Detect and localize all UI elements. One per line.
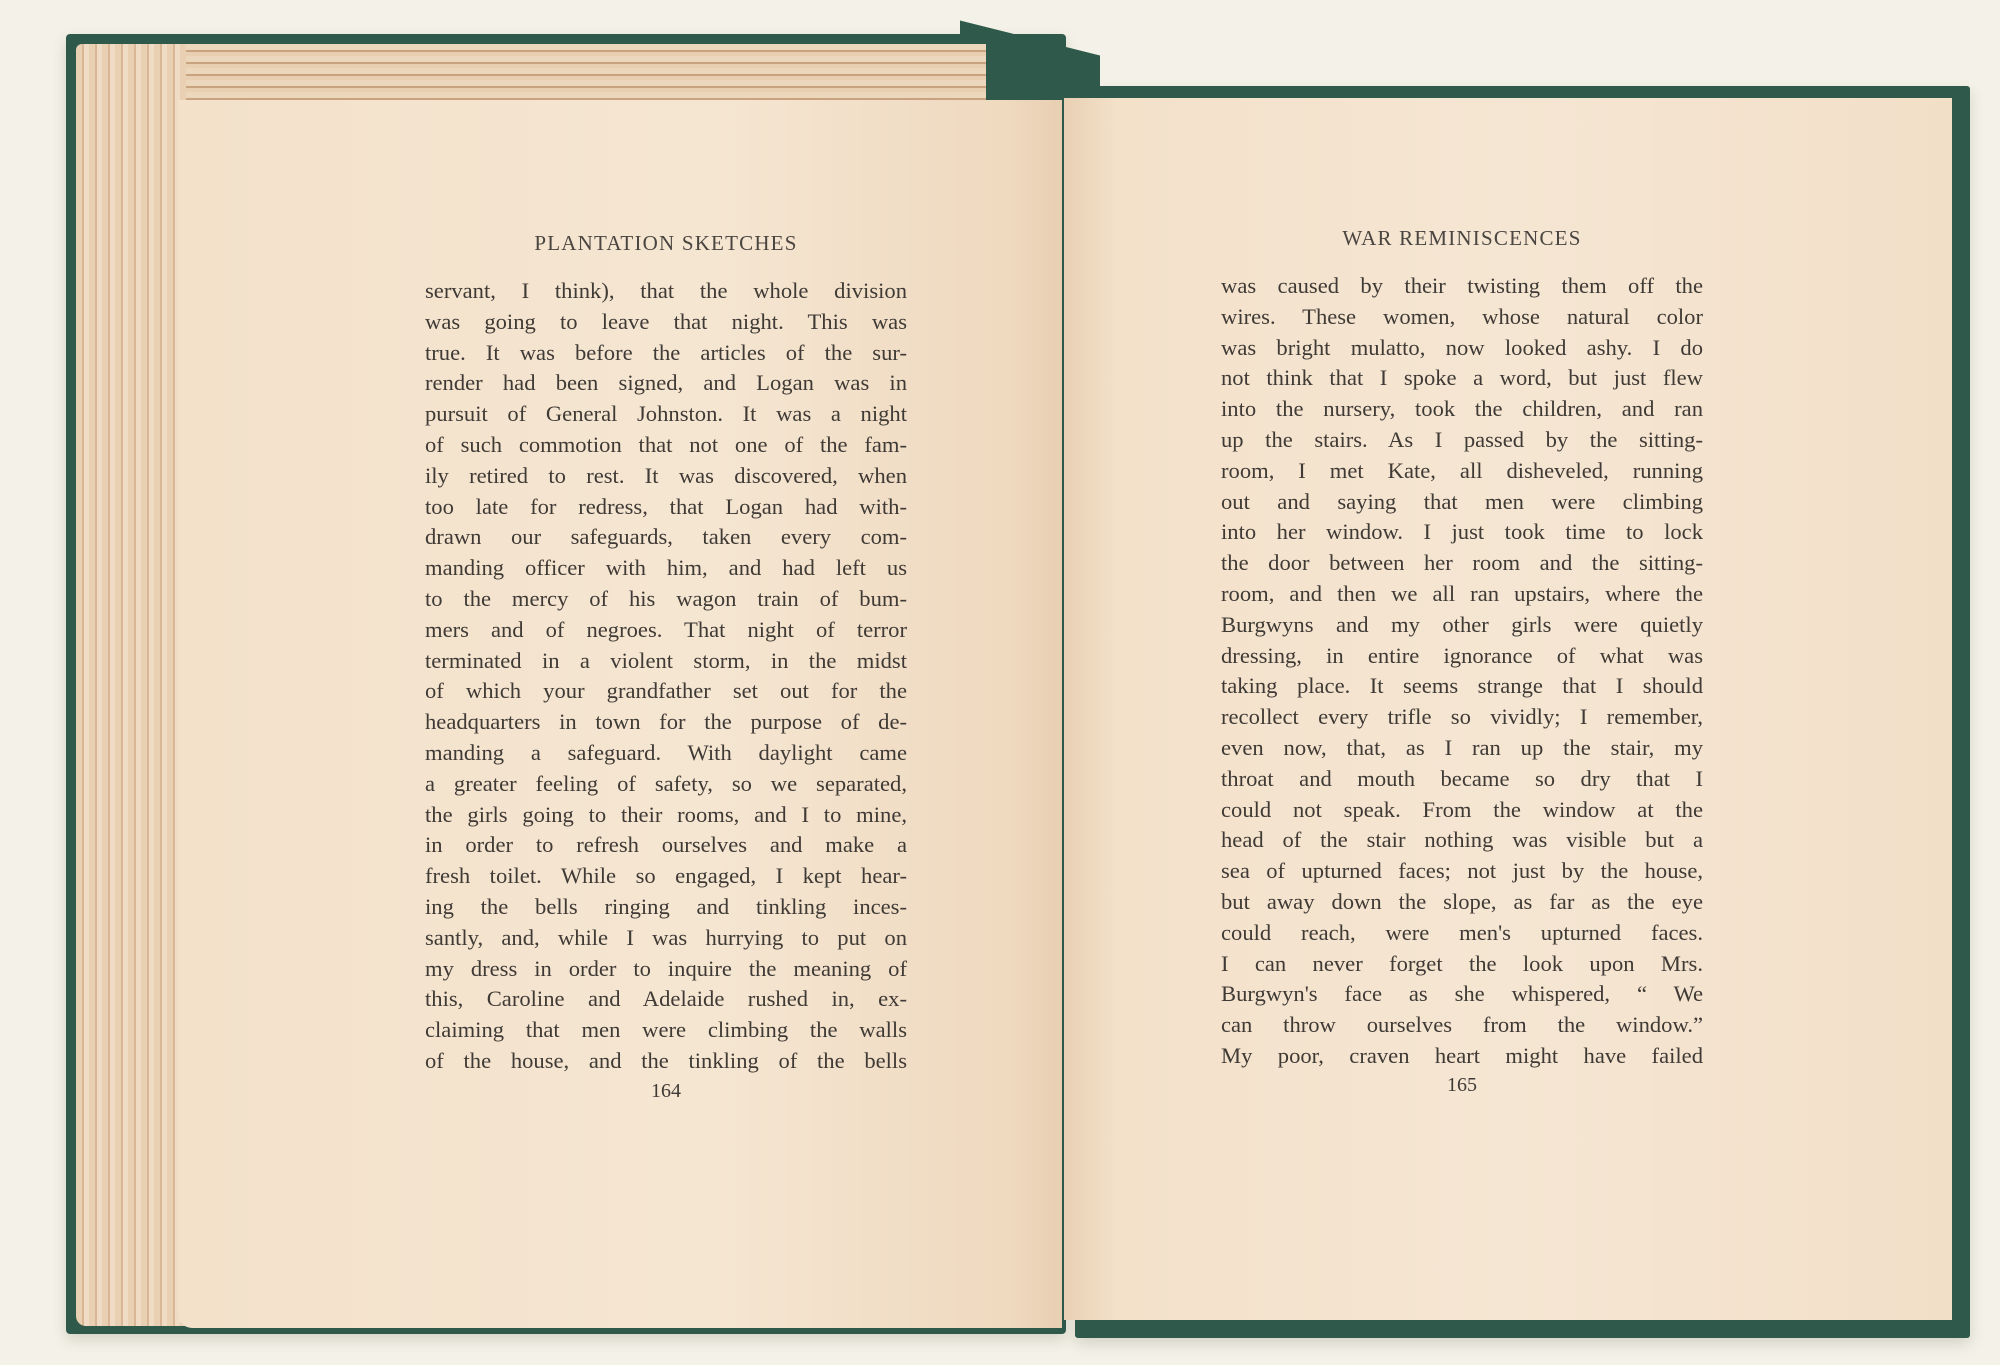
- text-line: out and saying that men were climbing: [1221, 488, 1703, 514]
- page-edges-side: [76, 44, 186, 1326]
- text-line: could not speak. From the window at the: [1221, 796, 1703, 822]
- text-line: room, I met Kate, all disheveled, running: [1221, 457, 1703, 483]
- text-line: the door between her room and the sitting-: [1221, 550, 1703, 576]
- text-line: manding officer with him, and had left us: [425, 555, 907, 581]
- text-line: of such commotion that not one of the fam-: [425, 431, 907, 457]
- text-line: terminated in a violent storm, in the midst: [425, 647, 907, 673]
- text-line: was bright mulatto, now looked ashy. I do: [1221, 334, 1703, 360]
- text-line: but away down the slope, as far as the eye: [1221, 888, 1703, 914]
- text-line: could reach, were men's upturned faces.: [1221, 919, 1703, 945]
- text-line: ily retired to rest. It was discovered, when: [425, 462, 907, 488]
- text-line: the girls going to their rooms, and I to mine,: [425, 801, 907, 827]
- text-line: manding a safeguard. With daylight came: [425, 739, 907, 765]
- text-line: up the stairs. As I passed by the sitting-: [1221, 426, 1703, 452]
- text-line: recollect every trifle so vividly; I remember,: [1221, 704, 1703, 730]
- text-line: pursuit of General Johnston. It was a night: [425, 401, 907, 427]
- text-line: mers and of negroes. That night of terror: [425, 616, 907, 642]
- text-line: was going to leave that night. This was: [425, 308, 907, 334]
- text-line: my dress in order to inquire the meaning of: [425, 955, 907, 981]
- page-edges-top: [86, 44, 986, 102]
- text-line: true. It was before the articles of the sur-: [425, 339, 907, 365]
- right-page-text: [1221, 271, 1703, 1072]
- text-line: too late for redress, that Logan had with-: [425, 493, 907, 519]
- text-line: in order to refresh ourselves and make a: [425, 832, 907, 858]
- text-line: can throw ourselves from the window.”: [1221, 1012, 1703, 1038]
- text-line: Burgwyn's face as she whispered, “ We: [1221, 981, 1703, 1007]
- text-line: head of the stair nothing was visible but a: [1221, 827, 1703, 853]
- text-line: santly, and, while I was hurrying to put on: [425, 924, 907, 950]
- text-line: of which your grandfather set out for the: [425, 678, 907, 704]
- text-line: render had been signed, and Logan was in: [425, 370, 907, 396]
- text-line: dressing, in entire ignorance of what was: [1221, 642, 1703, 668]
- text-line: servant, I think), that the whole division: [425, 278, 907, 303]
- text-line: ing the bells ringing and tinkling inces-: [425, 893, 907, 919]
- text-line: to the mercy of his wagon train of bum-: [425, 585, 907, 611]
- text-line: a greater feeling of safety, so we separated,: [425, 770, 907, 796]
- text-line: I can never forget the look upon Mrs.: [1221, 950, 1703, 976]
- text-line: was caused by their twisting them off the: [1221, 273, 1703, 298]
- text-line: taking place. It seems strange that I should: [1221, 673, 1703, 699]
- left-running-head: PLANTATION SKETCHES: [534, 231, 798, 255]
- text-line: Burgwyns and my other girls were quietly: [1221, 611, 1703, 637]
- text-line: fresh toilet. While so engaged, I kept hear-: [425, 863, 907, 889]
- text-line: not think that I spoke a word, but just flew: [1221, 365, 1703, 391]
- text-line: drawn our safeguards, taken every com-: [425, 524, 907, 550]
- right-page-number: 165: [1447, 1074, 1477, 1096]
- left-page-text: [425, 276, 907, 1077]
- text-line: claiming that men were climbing the walls: [425, 1017, 907, 1043]
- text-line: wires. These women, whose natural color: [1221, 303, 1703, 329]
- text-line: this, Caroline and Adelaide rushed in, ex-: [425, 986, 907, 1012]
- text-line: throat and mouth became so dry that I: [1221, 765, 1703, 791]
- text-line: headquarters in town for the purpose of de-: [425, 709, 907, 735]
- left-page-number: 164: [651, 1080, 681, 1102]
- right-running-head: WAR REMINISCENCES: [1342, 226, 1582, 250]
- text-line: into her window. I just took time to lock: [1221, 519, 1703, 545]
- text-line: into the nursery, took the children, and ran: [1221, 396, 1703, 422]
- text-line: My poor, craven heart might have failed: [1221, 1042, 1703, 1068]
- text-line: even now, that, as I ran up the stair, my: [1221, 734, 1703, 760]
- text-line: sea of upturned faces; not just by the house,: [1221, 858, 1703, 884]
- text-line: of the house, and the tinkling of the bells: [425, 1047, 907, 1073]
- text-line: room, and then we all ran upstairs, where the: [1221, 580, 1703, 606]
